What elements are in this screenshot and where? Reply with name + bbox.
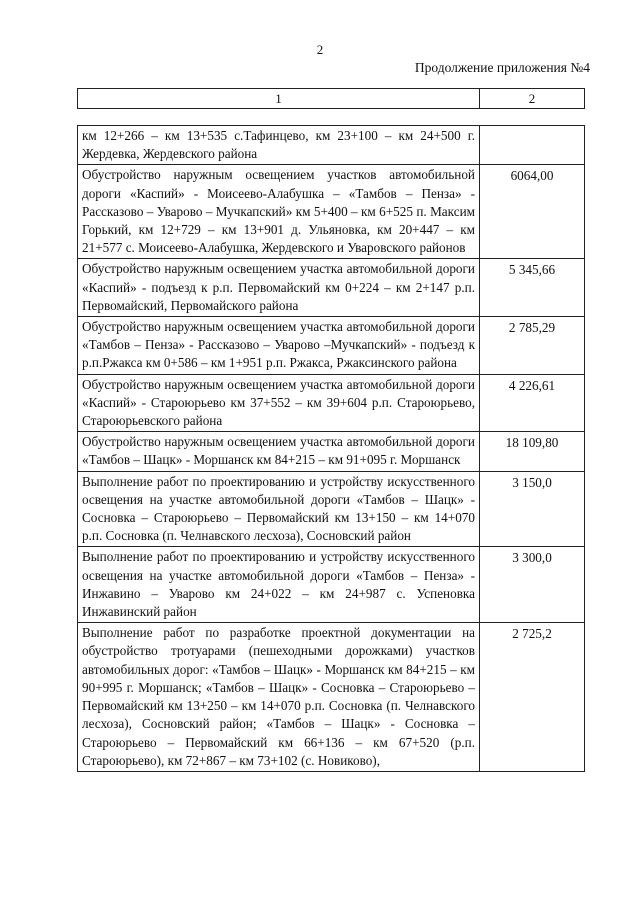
column-header-table — [77, 88, 585, 109]
header-col-1: 1 — [78, 89, 480, 109]
row-amount: 5 345,66 — [480, 259, 585, 317]
row-amount: 3 150,0 — [480, 471, 585, 547]
table-row — [78, 432, 585, 471]
row-amount: 3 300,0 — [480, 547, 585, 623]
header-col-2: 2 — [480, 89, 585, 109]
row-description: км 12+266 – км 13+535 с.Тафинцево, км 23+100 – км 24+500 г. Жердевка, Жердевского района — [78, 126, 480, 165]
table-row — [78, 374, 585, 432]
works-table — [77, 125, 585, 772]
table-row — [78, 317, 585, 375]
row-description: Выполнение работ по проектированию и устройству искусственного освещения на участке автомобильной дороги «Тамбов – Шацк» - Сосновка – Староюрьево – Первомайский км 13+150 – км 14+070 р.п. Сосновка (п. Челнавского лесхоза), Сосновский район — [78, 471, 480, 547]
row-amount: 2 785,29 — [480, 317, 585, 375]
row-description: Обустройство наружным освещением участков автомобильной дороги «Каспий» - Моисеево-Алабушка – «Тамбов – Пенза» - Рассказово – Уварово – Мучкапский» км 5+400 – км 6+525 п. Максим Горький, км 12+729 – км 13+901 д. Ульяновка, км 20+447 – км 21+577 с. Моисеево-Алабушка, Жердевского и Уваровского районов — [78, 165, 480, 259]
table-row — [78, 547, 585, 623]
row-amount: 18 109,80 — [480, 432, 585, 471]
row-amount: 2 725,2 — [480, 623, 585, 772]
row-description: Обустройство наружным освещением участка автомобильной дороги «Тамбов – Шацк» - Моршанск км 84+215 – км 91+095 г. Моршанск — [78, 432, 480, 471]
row-amount: 6064,00 — [480, 165, 585, 259]
row-description: Выполнение работ по проектированию и устройству искусственного освещения на участке автомобильной дороги «Тамбов – Пенза» - Инжавино – Уварово км 24+022 – км 24+987 с. Успеновка Инжавинский район — [78, 547, 480, 623]
header-row — [78, 89, 585, 109]
table-row — [78, 259, 585, 317]
row-description: Обустройство наружным освещением участка автомобильной дороги «Каспий» - Староюрьево км 37+552 – км 39+604 р.п. Староюрьево, Староюрьевского района — [78, 374, 480, 432]
continuation-label: Продолжение приложения №4 — [414, 60, 590, 75]
table-row — [78, 623, 585, 772]
row-description: Обустройство наружным освещением участка автомобильной дороги «Каспий» - подъезд к р.п. Первомайский км 0+224 – км 2+147 р.п. Первомайский, Первомайского района — [78, 259, 480, 317]
table-row — [78, 126, 585, 165]
table-row — [78, 165, 585, 259]
row-description: Обустройство наружным освещением участка автомобильной дороги «Тамбов – Пенза» - Рассказово – Уварово –Мучкапский» - подъезд к р.п.Ржакса км 0+586 – км 1+951 р.п. Ржакса, Ржаксинского района — [78, 317, 480, 375]
page-number: 2 — [316, 42, 324, 57]
row-amount: 4 226,61 — [480, 374, 585, 432]
row-amount — [480, 126, 585, 165]
table-row — [78, 471, 585, 547]
row-description: Выполнение работ по разработке проектной документации на обустройство тротуарами (пешеходными дорожками) участков автомобильных дорог: «Тамбов – Шацк» - Моршанск км 84+215 – км 90+995 г. Моршанск; «Тамбов – Шацк» - Сосновка – Староюрьево – Первомайский км 13+250 – км 14+070 р.п. Сосновка (п. Челнавского лесхоза), Сосновский район; «Тамбов – Шацк» - Сосновка – Староюрьево – Первомайский км 66+136 – км 67+520 (р.п. Староюрьево), км 72+867 – км 73+102 (с. Новиково), — [78, 623, 480, 772]
